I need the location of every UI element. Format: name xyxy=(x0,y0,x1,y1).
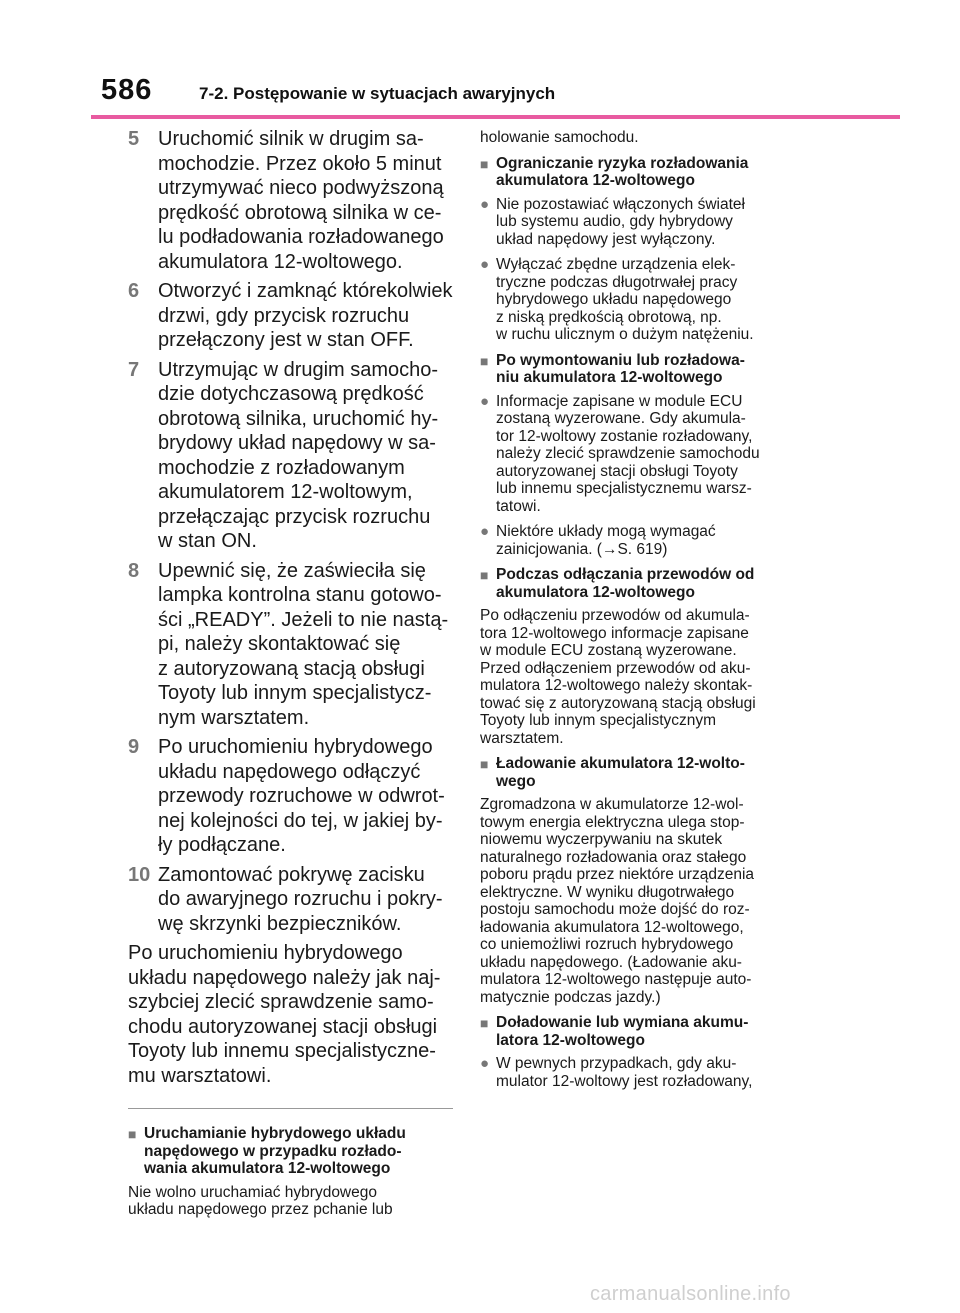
text-line: wę skrzynki bezpieczników. xyxy=(158,912,402,935)
text-line: Po uruchomieniu hybrydowego xyxy=(158,736,433,758)
bullet-item xyxy=(480,196,810,249)
text-line: tora 12-woltowego informacje zapisane xyxy=(480,624,749,642)
section-heading xyxy=(480,755,810,790)
step-number: 6 xyxy=(128,280,140,302)
text-line: pi, należy skontaktować się xyxy=(158,633,401,655)
section-body xyxy=(480,796,810,1006)
text-line: ści „READY”. Jeżeli to nie nastą- xyxy=(158,608,449,631)
text-line: Ograniczanie ryzyka rozładowania xyxy=(496,154,749,172)
text-line: mochodzie z rozładowanym xyxy=(158,456,405,479)
text-line: napędowego w przypadku rozłado- xyxy=(144,1142,402,1160)
section-divider xyxy=(128,1108,453,1109)
step-number: 7 xyxy=(128,358,140,381)
text-line: Informacje zapisane w module ECU xyxy=(496,392,743,410)
text-line: Uruchamianie hybrydowego układu xyxy=(144,1125,406,1142)
text-line: w stan ON. xyxy=(158,530,257,552)
text-line: Upewnić się, że zaświeciła się xyxy=(158,559,426,582)
text-line: do awaryjnego rozruchu i pokry- xyxy=(158,888,443,910)
header-rule xyxy=(91,115,900,119)
section-body xyxy=(128,1184,453,1219)
square-bullet-icon: ■ xyxy=(480,567,489,583)
text-line: w module ECU zostaną wyzerowane. xyxy=(480,642,737,659)
text-line: Nie pozostawiać włączonych świateł xyxy=(496,195,745,213)
text-line: układu napędowego odłączyć xyxy=(158,760,421,783)
text-line: elektryczne. W wyniku długotrwałego xyxy=(480,883,735,901)
text-line: przewody rozruchowe w odwrot- xyxy=(158,785,445,807)
text-line: układ napędowy jest wyłączony. xyxy=(496,230,716,248)
text-line: lub systemu audio, gdy hybrydowy xyxy=(496,213,733,230)
text-line: tatowi. xyxy=(496,497,541,515)
text-line: przełączony jest w stan OFF. xyxy=(158,329,414,351)
step-7 xyxy=(128,358,453,554)
text-line: ły podłączane. xyxy=(158,834,286,856)
section-heading xyxy=(128,1125,453,1178)
text-line: przełączając przycisk rozruchu xyxy=(158,505,431,528)
text-line: postoju samochodu może dojść do roz- xyxy=(480,901,750,918)
text-line: holowanie samochodu. xyxy=(480,129,639,146)
text-line: układu napędowego przez pchanie lub xyxy=(128,1201,393,1218)
text-line: zainicjowania. (→S. 619) xyxy=(496,540,668,558)
round-bullet-icon: ● xyxy=(480,1055,490,1072)
text-line: mulatora 12-woltowego należy skontak- xyxy=(480,677,753,694)
text-line: prędkość obrotową silnika w ce- xyxy=(158,201,442,224)
text-line: Toyoty lub innym specjalistycz- xyxy=(158,682,432,704)
text-line: Podczas odłączania przewodów od xyxy=(496,566,755,583)
text-line: Nie wolno uruchamiać hybrydowego xyxy=(128,1183,377,1201)
text-line: tryczne podczas długotrwałej pracy xyxy=(496,273,738,291)
bullet-item xyxy=(480,523,810,558)
text-line: W pewnych przypadkach, gdy aku- xyxy=(496,1055,737,1072)
right-column xyxy=(480,129,810,1098)
text-line: wania akumulatora 12-woltowego xyxy=(144,1160,391,1177)
text-line: poboru prądu przez niektóre urządzenia xyxy=(480,866,755,883)
text-line: autoryzowanej stacji obsługi Toyoty xyxy=(496,462,738,480)
text-line: towym energia elektryczna ulega stop- xyxy=(480,813,745,831)
step-number: 8 xyxy=(128,559,140,582)
text-line: mu warsztatowi. xyxy=(128,1064,272,1087)
text-line: Po wymontowaniu lub rozładowa- xyxy=(496,351,745,369)
square-bullet-icon: ■ xyxy=(480,352,489,369)
watermark: carmanualsonline.info xyxy=(590,1283,791,1305)
text-line: brydowy układ napędowy w sa- xyxy=(158,432,436,454)
round-bullet-icon: ● xyxy=(480,392,490,410)
text-line: Przed odłączeniem przewodów od aku- xyxy=(480,659,751,677)
step-10 xyxy=(128,863,453,937)
text-line: Toyoty lub innym specjalistycznym xyxy=(480,712,717,729)
square-bullet-icon: ■ xyxy=(480,1015,489,1031)
square-bullet-icon: ■ xyxy=(480,155,489,172)
round-bullet-icon: ● xyxy=(480,256,490,273)
text-line: Zgromadzona w akumulatorze 12-wol- xyxy=(480,796,744,813)
text-line: mulatora 12-woltowego następuje auto- xyxy=(480,971,752,988)
page-header xyxy=(0,0,960,120)
text-line: szybciej zlecić sprawdzenie samo- xyxy=(128,991,434,1013)
bullet-item xyxy=(480,1055,810,1090)
section-heading xyxy=(480,1014,810,1049)
continued-text xyxy=(480,129,810,147)
text-line: lampka kontrolna stanu gotowo- xyxy=(158,584,442,606)
bullet-item xyxy=(480,256,810,344)
text-line: chodu autoryzowanej stacji obsługi xyxy=(128,1015,438,1038)
text-line: mochodzie. Przez około 5 minut xyxy=(158,152,442,175)
square-bullet-icon: ■ xyxy=(128,1126,137,1142)
round-bullet-icon: ● xyxy=(480,195,490,213)
text-line: z autoryzowaną stacją obsługi xyxy=(158,657,425,680)
square-bullet-icon: ■ xyxy=(480,756,489,772)
step-number: 5 xyxy=(128,128,140,150)
text-line: lub innemu specjalistycznemu warsz- xyxy=(496,480,752,497)
step-8 xyxy=(128,559,453,731)
text-line: Ładowanie akumulatora 12-wolto- xyxy=(496,755,745,772)
text-line: Po uruchomieniu hybrydowego xyxy=(128,942,403,964)
text-line: akumulatora 12-woltowego xyxy=(496,172,695,189)
text-line: matycznie podczas jazdy.) xyxy=(480,988,661,1006)
text-line: wego xyxy=(496,772,536,790)
text-line: należy zlecić sprawdzenie samochodu xyxy=(496,445,760,462)
text-line: utrzymywać nieco podwyższoną xyxy=(158,177,444,199)
step-number: 9 xyxy=(128,736,140,758)
text-line: Utrzymując w drugim samocho- xyxy=(158,358,439,381)
section-heading xyxy=(480,155,810,190)
text-line: Doładowanie lub wymiana akumu- xyxy=(496,1014,749,1031)
text-line: Wyłączać zbędne urządzenia elek- xyxy=(496,256,736,273)
page-number: 586 xyxy=(101,74,153,106)
text-line: Po odłączeniu przewodów od akumula- xyxy=(480,607,750,624)
text-line: naturalnego rozładowania oraz stałego xyxy=(480,848,747,866)
text-line: układu napędowego należy jak naj- xyxy=(128,966,441,989)
text-line: Otworzyć i zamknąć którekolwiek xyxy=(158,280,453,302)
closing-paragraph xyxy=(128,941,453,1088)
text-line: Niektóre układy mogą wymagać xyxy=(496,523,716,540)
text-line: zostaną wyzerowane. Gdy akumula- xyxy=(496,410,746,427)
text-line: akumulatora 12-woltowego. xyxy=(158,250,403,273)
text-line: Toyoty lub innemu specjalistyczne- xyxy=(128,1040,436,1062)
text-line: tor 12-woltowy zostanie rozładowany, xyxy=(496,427,753,445)
text-line: mulator 12-woltowy jest rozładowany, xyxy=(496,1072,753,1090)
text-line: ładowania akumulatora 12-woltowego, xyxy=(480,918,744,936)
text-line: akumulatora 12-woltowego xyxy=(496,583,695,601)
text-line: Zamontować pokrywę zacisku xyxy=(158,863,425,886)
text-line: lu podładowania rozładowanego xyxy=(158,226,444,248)
text-line: obrotową silnika, uruchomić hy- xyxy=(158,407,439,430)
left-column xyxy=(128,127,453,1227)
step-5 xyxy=(128,127,453,274)
text-line: tować się z autoryzowaną stacją obsługi xyxy=(480,694,756,712)
bullet-item xyxy=(480,393,810,516)
text-line: układu napędowego. (Ładowanie aku- xyxy=(480,953,742,971)
round-bullet-icon: ● xyxy=(480,523,490,540)
section-heading xyxy=(480,352,810,387)
step-9 xyxy=(128,735,453,858)
text-line: nym warsztatem. xyxy=(158,706,310,729)
section-heading xyxy=(480,566,810,601)
text-line: dzie dotychczasową prędkość xyxy=(158,383,424,405)
text-line: nej kolejności do tej, w jakiej by- xyxy=(158,809,443,832)
section-body xyxy=(480,607,810,747)
text-line: co uniemożliwi rozruch hybrydowego xyxy=(480,936,734,953)
text-line: Uruchomić silnik w drugim sa- xyxy=(158,128,424,150)
chapter-title: 7-2. Postępowanie w sytuacjach awaryjnych xyxy=(199,84,556,103)
text-line: niowemu wyczerpywaniu na skutek xyxy=(480,831,723,848)
text-line: z niską prędkością obrotową, np. xyxy=(496,308,722,326)
step-number: 10 xyxy=(128,863,151,886)
text-line: niu akumulatora 12-woltowego xyxy=(496,369,723,386)
text-line: w ruchu ulicznym o dużym natężeniu. xyxy=(496,326,754,343)
text-line: akumulatorem 12-woltowym, xyxy=(158,481,413,503)
step-6 xyxy=(128,279,453,353)
text-line: hybrydowego układu napędowego xyxy=(496,291,732,308)
text-line: drzwi, gdy przycisk rozruchu xyxy=(158,304,410,327)
text-line: latora 12-woltowego xyxy=(496,1031,645,1049)
text-line: warsztatem. xyxy=(480,729,564,747)
